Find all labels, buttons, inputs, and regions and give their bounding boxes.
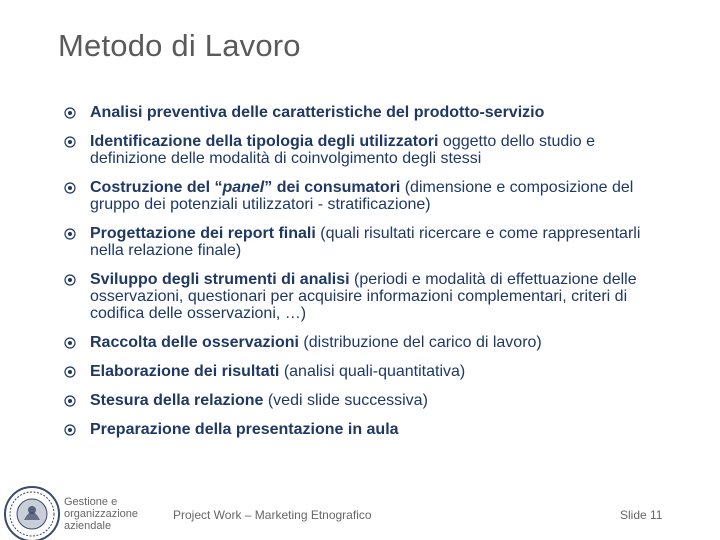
footer-organization [64, 496, 138, 532]
bullet-bold: Preparazione della presentazione in aula [90, 421, 399, 438]
circle-target-icon [64, 337, 76, 349]
university-seal-icon [0, 480, 60, 540]
circle-target-icon [64, 424, 76, 436]
bullet-rest: oggetto dello studio e definizione delle modalità di coinvolgimento degli stessi [90, 133, 596, 167]
bullet-bold: Progettazione dei report finali [90, 225, 316, 242]
footer-org-line: aziendale [64, 520, 112, 532]
bullet-rest: (dimensione e composizione del gruppo dei potenziali utilizzatori - stratificazione) [90, 179, 634, 213]
bullet-rest: (quali risultati ricercare e come rappresentarli nella relazione finale) [90, 225, 641, 259]
bullet-bold: Stesura della relazione [90, 392, 264, 409]
circle-target-icon [64, 107, 76, 119]
bullet-bold-pre: Costruzione del “ [90, 179, 223, 196]
circle-target-icon [64, 228, 76, 240]
bullet-rest: (vedi slide successiva) [263, 392, 428, 409]
bullet-bold-italic: panel [222, 179, 265, 196]
bullet-bold: Sviluppo degli strumenti di analisi [90, 271, 350, 288]
bullet-bold [90, 179, 400, 196]
circle-target-icon [64, 182, 76, 194]
circle-target-icon [64, 366, 76, 378]
bullet-item [62, 179, 662, 213]
bullet-rest: (distribuzione del carico di lavoro) [298, 334, 542, 351]
slide-title: Metodo di Lavoro [58, 28, 301, 63]
bullet-item [62, 334, 662, 351]
bullet-item [62, 133, 662, 167]
bullet-item [62, 363, 662, 380]
bullet-list [62, 104, 662, 450]
bullet-bold-post: ” dei consumatori [264, 179, 401, 196]
bullet-bold: Analisi preventiva delle caratteristiche del prodotto-servizio [90, 104, 545, 121]
circle-target-icon [64, 395, 76, 407]
bullet-item [62, 421, 662, 438]
footer-org-line: organizzazione [64, 508, 138, 520]
footer-project-title: Project Work – Marketing Etnografico [173, 508, 372, 522]
bullet-rest: (periodi e modalità di effettuazione delle osservazioni, questionari per acquisire informazioni complementari, criteri di codifica delle osservazioni, …) [90, 271, 637, 322]
circle-target-icon [64, 274, 76, 286]
footer-slide-number: Slide 11 [620, 508, 663, 522]
bullet-item [62, 392, 662, 409]
bullet-bold: Raccolta delle osservazioni [90, 334, 299, 351]
bullet-item [62, 225, 662, 259]
bullet-item [62, 104, 662, 121]
bullet-item [62, 271, 662, 322]
bullet-rest: (analisi quali-quantitativa) [279, 363, 466, 380]
circle-target-icon [64, 136, 76, 148]
footer-org-line: Gestione e [64, 496, 118, 508]
bullet-bold: Identificazione della tipologia degli utilizzatori [90, 133, 439, 150]
bullet-bold: Elaborazione dei risultati [90, 363, 280, 380]
